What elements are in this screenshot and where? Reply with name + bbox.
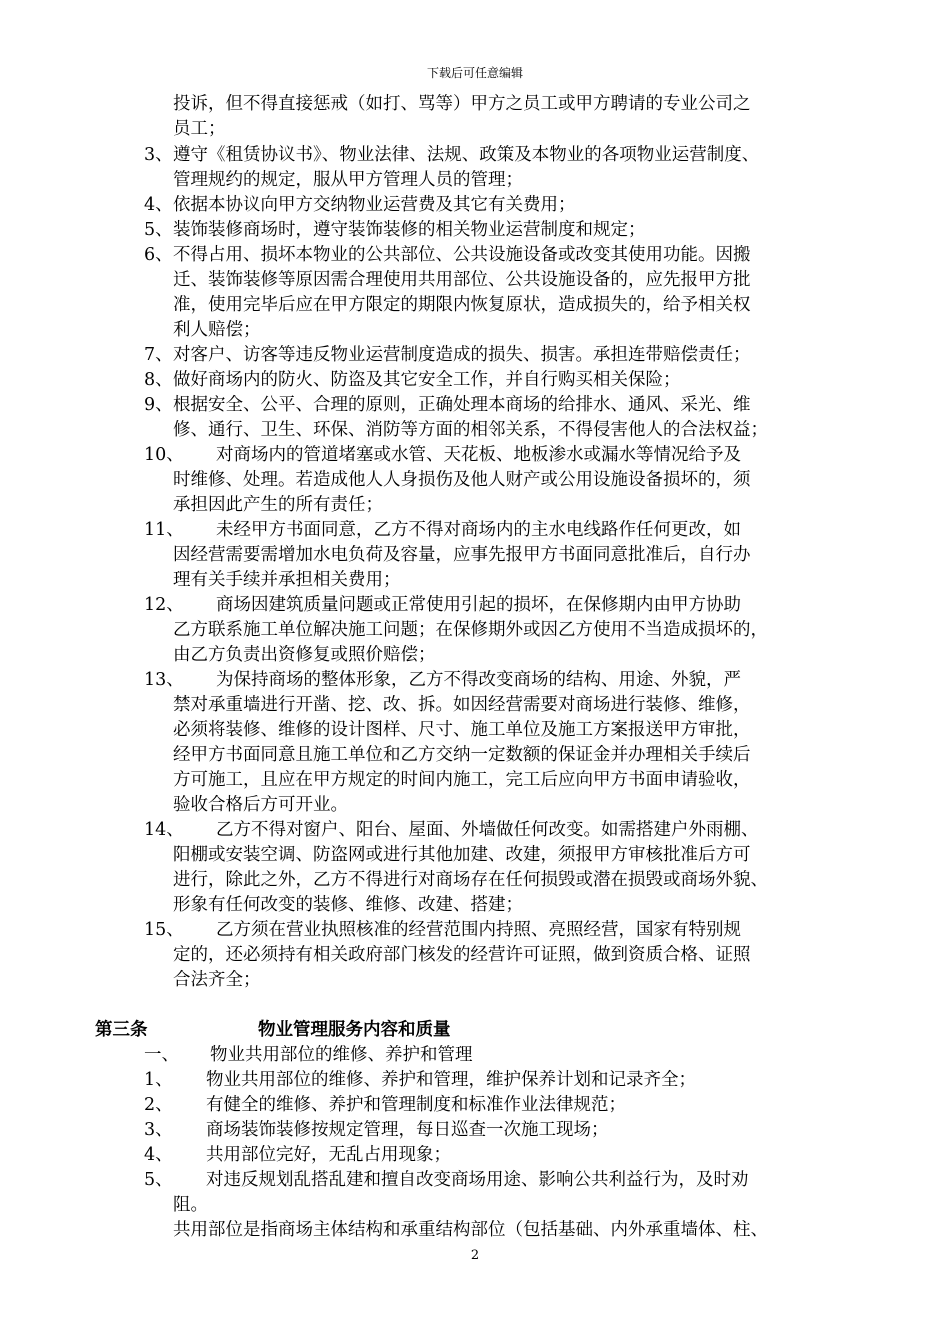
item-line: 准，使用完毕后应在甲方限定的期限内恢复原状，造成损失的，给予相关权 [173, 295, 751, 315]
item-number: 8、 [144, 370, 173, 390]
item-number: 6、 [144, 245, 173, 265]
article-title: 物业管理服务内容和质量 [258, 1020, 451, 1040]
item-line: 对商场内的管道堵塞或水管、天花板、地板渗水或漏水等情况给予及 [216, 445, 741, 465]
item-line: 由乙方负责出资修复或照价赔偿； [173, 645, 436, 665]
item-number: 3、 [144, 145, 173, 165]
item-number: 4、 [144, 195, 173, 215]
item-number: 9、 [144, 395, 173, 415]
item-number: 1、 [144, 1070, 173, 1090]
page-header: 下载后可任意编辑 [426, 66, 523, 80]
item-line: 商场装饰装修按规定管理，每日巡查一次施工现场； [206, 1120, 609, 1140]
item-line: 禁对承重墙进行开凿、挖、改、拆。如因经营需要对商场进行装修、维修， [173, 695, 751, 715]
item-line: 对违反规划乱搭乱建和擅自改变商场用途、影响公共利益行为，及时劝 [206, 1170, 749, 1190]
item-line: 管理规约的规定，服从甲方管理人员的管理； [173, 170, 523, 190]
item-line: 商场因建筑质量问题或正常使用引起的损坏，在保修期内由甲方协助 [216, 595, 741, 615]
item-line: 迁、装饰装修等原因需合理使用共用部位、公共设施设备的，应先报甲方批 [173, 270, 751, 290]
item-line: 对客户、访客等违反物业运营制度造成的损失、损害。承担连带赔偿责任； [173, 345, 751, 365]
item-line: 经甲方书面同意且施工单位和乙方交纳一定数额的保证金并办理相关手续后 [173, 745, 751, 765]
item-line: 根据安全、公平、合理的原则，正确处理本商场的给排水、通风、采光、维 [173, 395, 751, 415]
item-line: 有健全的维修、养护和管理制度和标准作业法律规范； [206, 1095, 626, 1115]
item-number: 7、 [144, 345, 173, 365]
item-number: 10、 [144, 445, 184, 465]
item-number: 3、 [144, 1120, 173, 1140]
item-line: 因经营需要需增加水电负荷及容量，应事先报甲方书面同意批准后，自行办 [173, 545, 751, 565]
item-line: 未经甲方书面同意，乙方不得对商场内的主水电线路作任何更改，如 [216, 520, 741, 540]
item-line: 修、通行、卫生、环保、消防等方面的相邻关系，不得侵害他人的合法权益； [173, 420, 768, 440]
item-line: 验收合格后方可开业。 [173, 795, 348, 815]
item-line: 为保持商场的整体形象，乙方不得改变商场的结构、用途、外貌，严 [216, 670, 741, 690]
item-number: 13、 [144, 670, 184, 690]
item-line: 遵守《租赁协议书》、物业法律、法规、政策及本物业的各项物业运营制度、 [173, 145, 760, 165]
item-line: 乙方不得对窗户、阳台、屋面、外墙做任何改变。如需搭建户外雨棚、 [216, 820, 759, 840]
item-line: 合法齐全； [173, 970, 261, 990]
item-number: 15、 [144, 920, 184, 940]
item-line: 时维修、处理。若造成他人人身损伤及他人财产或公用设施设备损坏的，须 [173, 470, 751, 490]
item-number: 5、 [144, 220, 173, 240]
item-number: 4、 [144, 1145, 173, 1165]
item-line: 必须将装修、维修的设计图样、尺寸、施工单位及施工方案报送甲方审批， [173, 720, 751, 740]
body-line: 投诉，但不得直接惩戒（如打、骂等）甲方之员工或甲方聘请的专业公司之 [173, 94, 751, 114]
item-number: 5、 [144, 1170, 173, 1190]
item-line: 共用部位完好，无乱占用现象； [206, 1145, 451, 1165]
item-line: 阳棚或安装空调、防盗网或进行其他加建、改建，须报甲方审核批准后方可 [173, 845, 751, 865]
body-line: 员工； [173, 119, 226, 139]
article-label: 第三条 [95, 1020, 148, 1040]
item-line: 形象有任何改变的装修、维修、改建、搭建； [173, 895, 523, 915]
item-line: 进行，除此之外，乙方不得进行对商场存在任何损毁或潜在损毁或商场外貌、 [173, 870, 768, 890]
section-number: 一、 [144, 1045, 179, 1065]
item-line: 理有关手续并承担相关费用； [173, 570, 401, 590]
section-title: 物业共用部位的维修、养护和管理 [210, 1045, 473, 1065]
item-line: 阻。 [173, 1195, 208, 1215]
item-line: 物业共用部位的维修、养护和管理，维护保养计划和记录齐全； [206, 1070, 696, 1090]
item-number: 11、 [144, 520, 184, 540]
page-number: 2 [470, 1248, 480, 1263]
item-line: 做好商场内的防火、防盗及其它安全工作，并自行购买相关保险； [173, 370, 681, 390]
body-line: 共用部位是指商场主体结构和承重结构部位（包括基础、内外承重墙体、柱、 [173, 1220, 768, 1240]
item-line: 乙方须在营业执照核准的经营范围内持照、亮照经营，国家有特别规 [216, 920, 741, 940]
item-line: 乙方联系施工单位解决施工问题；在保修期外或因乙方使用不当造成损坏的， [173, 620, 768, 640]
item-line: 不得占用、损坏本物业的公共部位、公共设施设备或改变其使用功能。因搬 [173, 245, 751, 265]
item-number: 14、 [144, 820, 184, 840]
item-line: 承担因此产生的所有责任； [173, 495, 383, 515]
item-line: 装饰装修商场时，遵守装饰装修的相关物业运营制度和规定； [173, 220, 646, 240]
item-line: 定的，还必须持有相关政府部门核发的经营许可证照，做到资质合格、证照 [173, 945, 751, 965]
item-line: 依据本协议向甲方交纳物业运营费及其它有关费用； [173, 195, 576, 215]
item-number: 12、 [144, 595, 184, 615]
item-line: 利人赔偿； [173, 320, 261, 340]
item-line: 方可施工，且应在甲方规定的时间内施工，完工后应向甲方书面申请验收， [173, 770, 751, 790]
item-number: 2、 [144, 1095, 173, 1115]
